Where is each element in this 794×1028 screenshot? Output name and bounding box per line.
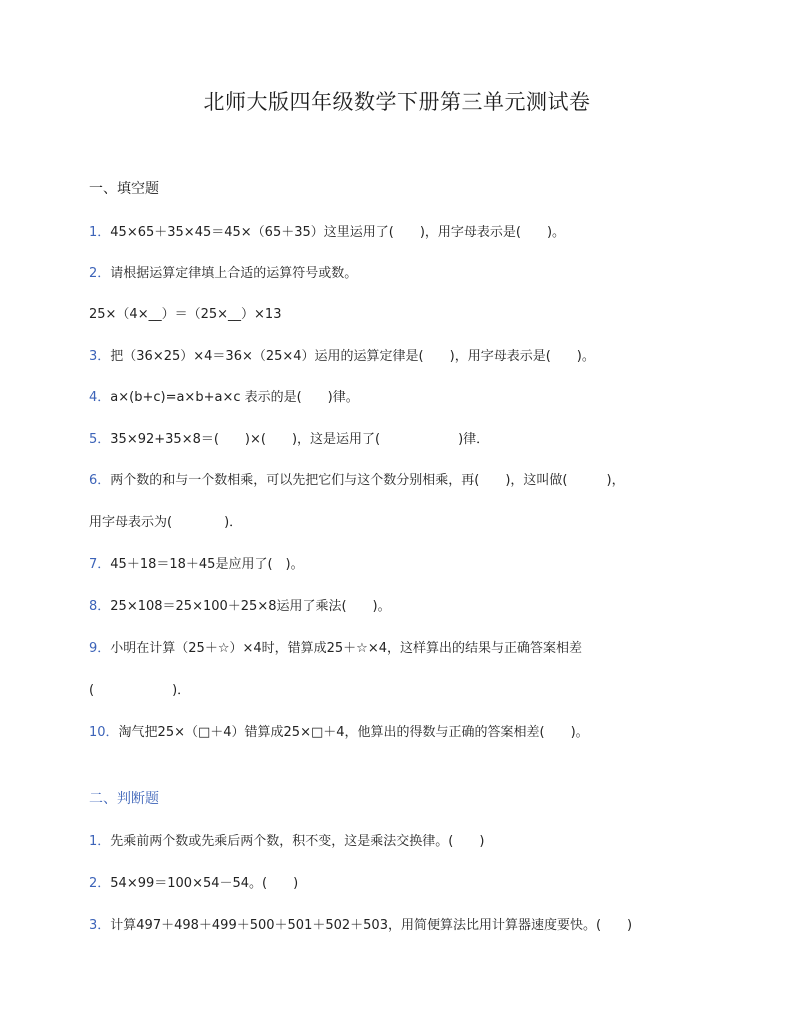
question-text: 35×92+35×8＝( )×( )，这是运用了( )律． [110,432,490,447]
question-line [89,721,589,740]
question-text: 54×99＝100×54－54。( ) [110,876,299,891]
question-number: 2． [89,266,111,281]
question-line [89,262,357,281]
question-line [89,345,595,364]
question-number: 10． [89,725,119,740]
question-line [89,830,484,849]
question-text: 淘气把25×（□＋4）错算成25×□＋4，他算出的得数与正确的答案相差( )。 [118,725,589,740]
question-number: 4． [89,390,111,405]
question-text: 两个数的和与一个数相乘，可以先把它们与这个数分别相乘，再( )，这叫做( )， [110,473,625,488]
question-number: 1． [89,834,111,849]
question-line [89,511,242,530]
question-line [89,914,632,933]
question-number: 3． [89,918,111,933]
question-text: 小明在计算（25＋☆）×4时，错算成25＋☆×4，这样算出的结果与正确答案相差 [110,641,583,656]
question-text: 45＋18＝18＋45是应用了( )。 [110,557,304,572]
question-line [89,679,190,698]
question-line [89,595,391,614]
question-text: a×(b+c)=a×b+a×c 表示的是( )律。 [110,390,359,405]
question-line [89,872,298,891]
question-text: 计算497＋498＋499＋500＋501＋502＋503，用简便算法比用计算器速度要快。( ) [110,918,633,933]
question-number: 7． [89,557,111,572]
question-text: 用字母表示为( )． [89,515,243,530]
question-line [89,469,625,488]
question-line [89,221,565,240]
question-text: ( )． [89,683,191,698]
question-line [89,553,304,572]
question-number: 3． [89,349,111,364]
question-number: 9． [89,641,111,656]
question-text: 把（36×25）×4＝36×（25×4）运用的运算定律是( )，用字母表示是( )。 [110,349,595,364]
question-text: 25×（4×__）＝（25×__）×13 [89,307,282,322]
question-number: 6． [89,473,111,488]
document-title: 北师大版四年级数学下册第三单元测试卷 [203,90,591,114]
question-text: 25×108＝25×100＋25×8运用了乘法( )。 [110,599,391,614]
question-line [89,386,359,405]
question-number: 2． [89,876,111,891]
question-number: 8． [89,599,111,614]
section-heading-fill-in: 一、填空题 [89,181,159,197]
question-number: 1． [89,225,111,240]
question-text: 先乘前两个数或先乘后两个数，积不变，这是乘法交换律。( ) [110,834,485,849]
question-line [89,428,489,447]
section-heading-true-false: 二、判断题 [89,791,159,807]
question-text: 请根据运算定律填上合适的运算符号或数。 [110,266,358,281]
question-number: 5． [89,432,111,447]
question-text: 45×65＋35×45＝45×（65＋35）这里运用了( )，用字母表示是( )。 [110,225,566,240]
question-line [89,637,582,656]
question-line [89,303,281,322]
